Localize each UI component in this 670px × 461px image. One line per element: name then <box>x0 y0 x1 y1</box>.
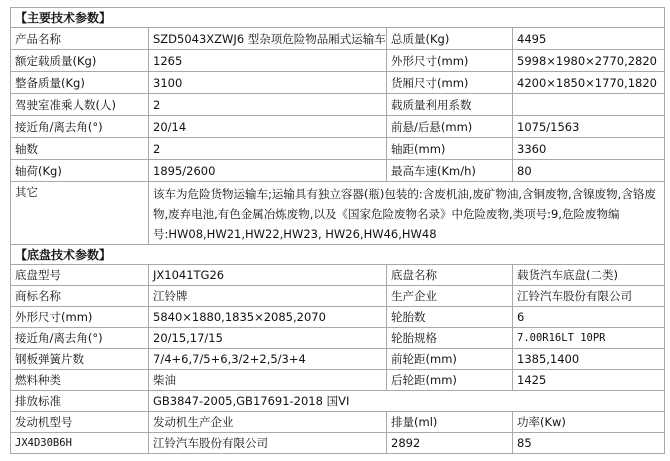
label-chassis-name: 底盘名称 <box>387 265 513 286</box>
table-row <box>11 307 665 328</box>
table-row <box>11 265 665 286</box>
value-dimensions: 5998×1980×2770,2820 <box>513 50 665 72</box>
table-row <box>11 94 665 116</box>
table-row <box>11 160 665 182</box>
label-load-factor: 载质量利用系数 <box>387 94 513 116</box>
value-axles: 2 <box>149 138 387 160</box>
value-axle-load: 1895/2600 <box>149 160 387 182</box>
label-curb-mass: 整备质量(Kg) <box>11 72 149 94</box>
label-product-name: 产品名称 <box>11 28 149 50</box>
label-manufacturer: 生产企业 <box>387 286 513 307</box>
value-emission: GB3847-2005,GB17691-2018 国VI <box>149 391 665 412</box>
table-row <box>11 349 665 370</box>
label-emission: 排放标准 <box>11 391 149 412</box>
value-chassis-approach-angle: 20/15,17/15 <box>149 328 387 349</box>
label-axles: 轴数 <box>11 138 149 160</box>
table-row <box>11 138 665 160</box>
label-chassis-model: 底盘型号 <box>11 265 149 286</box>
value-tire-spec: 7.00R16LT 10PR <box>513 328 665 349</box>
label-leaf-springs: 钢板弹簧片数 <box>11 349 149 370</box>
label-fuel-type: 燃料种类 <box>11 370 149 391</box>
label-rear-track: 后轮距(mm) <box>387 370 513 391</box>
label-brand: 商标名称 <box>11 286 149 307</box>
value-rated-load: 1265 <box>149 50 387 72</box>
label-wheelbase: 轴距(mm) <box>387 138 513 160</box>
value-fuel-type: 柴油 <box>149 370 387 391</box>
value-leaf-springs: 7/4+6,7/5+6,3/2+2,5/3+4 <box>149 349 387 370</box>
value-rear-track: 1425 <box>513 370 665 391</box>
value-max-speed: 80 <box>513 160 665 182</box>
table-row <box>11 50 665 72</box>
value-front-track: 1385,1400 <box>513 349 665 370</box>
main-specs-table <box>10 7 665 245</box>
header-engine-maker: 发动机生产企业 <box>149 412 387 433</box>
label-cargo-dimensions: 货厢尺寸(mm) <box>387 72 513 94</box>
header-engine-model: 发动机型号 <box>11 412 149 433</box>
value-engine-maker: 江铃汽车股份有限公司 <box>149 433 387 454</box>
value-wheelbase: 3360 <box>513 138 665 160</box>
value-curb-mass: 3100 <box>149 72 387 94</box>
label-chassis-dimensions: 外形尺寸(mm) <box>11 307 149 328</box>
value-power: 85 <box>513 433 665 454</box>
value-total-mass: 4495 <box>513 28 665 50</box>
value-product-name: SZD5043XZWJ6 型杂项危险物品厢式运输车 <box>149 28 387 50</box>
value-manufacturer: 江铃汽车股份有限公司 <box>513 286 665 307</box>
value-overhang: 1075/1563 <box>513 116 665 138</box>
table-row <box>11 286 665 307</box>
engine-header-row <box>11 412 665 433</box>
label-chassis-approach-angle: 接近角/离去角(°) <box>11 328 149 349</box>
value-chassis-model: JX1041TG26 <box>149 265 387 286</box>
value-brand: 江铃牌 <box>149 286 387 307</box>
value-load-factor <box>513 94 665 116</box>
table-row <box>11 28 665 50</box>
label-max-speed: 最高车速(Km/h) <box>387 160 513 182</box>
value-tire-count: 6 <box>513 307 665 328</box>
label-rated-load: 额定载质量(Kg) <box>11 50 149 72</box>
label-tire-spec: 轮胎规格 <box>387 328 513 349</box>
value-approach-angle: 20/14 <box>149 116 387 138</box>
value-cargo-dimensions: 4200×1850×1770,1820 <box>513 72 665 94</box>
table-row <box>11 116 665 138</box>
header-power: 功率(Kw) <box>513 412 665 433</box>
label-tire-count: 轮胎数 <box>387 307 513 328</box>
label-other: 其它 <box>11 182 149 245</box>
label-approach-angle: 接近角/离去角(°) <box>11 116 149 138</box>
label-cab-seats: 驾驶室准乘人数(人) <box>11 94 149 116</box>
value-displacement: 2892 <box>387 433 513 454</box>
chassis-section-title: 【底盘技术参数】 <box>11 245 665 265</box>
table-row <box>11 328 665 349</box>
chassis-specs-table <box>10 244 665 454</box>
label-dimensions: 外形尺寸(mm) <box>387 50 513 72</box>
header-displacement: 排量(ml) <box>387 412 513 433</box>
label-overhang: 前悬/后悬(mm) <box>387 116 513 138</box>
table-row <box>11 72 665 94</box>
table-row <box>11 370 665 391</box>
value-chassis-name: 载货汽车底盘(二类) <box>513 265 665 286</box>
label-total-mass: 总质量(Kg) <box>387 28 513 50</box>
table-row <box>11 182 665 245</box>
value-other: 该车为危险货物运输车;运输具有独立容器(瓶)包装的:含废机油,废矿物油,含铜废物,含镍废物,含铬废物,废弃电池,有色金属冶炼废物,以及《国家危险废物名录》中危险废物,类项号:9,危险废物编号:HW08,HW21,HW22,HW23, HW26,HW46,HW48 <box>149 182 665 245</box>
main-section-title: 【主要技术参数】 <box>11 8 665 28</box>
table-row <box>11 391 665 412</box>
label-front-track: 前轮距(mm) <box>387 349 513 370</box>
engine-row <box>11 433 665 454</box>
value-engine-model: JX4D30B6H <box>11 433 149 454</box>
label-axle-load: 轴荷(Kg) <box>11 160 149 182</box>
value-cab-seats: 2 <box>149 94 387 116</box>
value-chassis-dimensions: 5840×1880,1835×2085,2070 <box>149 307 387 328</box>
